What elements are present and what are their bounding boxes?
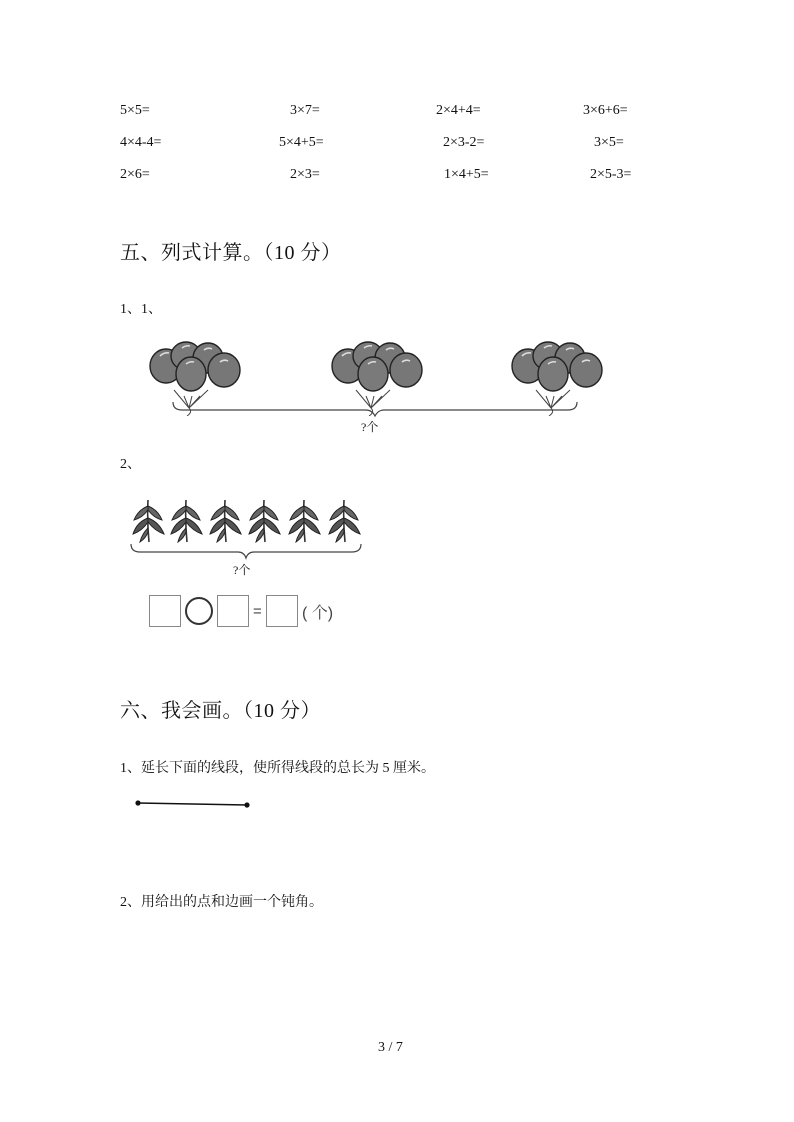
answer-box-2[interactable] [217,595,249,627]
calc-r3-c4: 2×5-3= [590,167,632,182]
plant-6 [329,500,360,542]
calc-r2-c2: 5×4+5= [279,135,324,150]
equals-sign: = [253,603,262,620]
calc-r3-c1: 2×6= [120,167,150,182]
plant-brace-label: ?个 [233,563,251,577]
section5-q2-label: 2、 [120,457,141,472]
section6-q2-text: 2、用给出的点和边画一个钝角。 [120,895,323,910]
calc-r1-c3: 2×4+4= [436,103,481,118]
calc-r1-c4: 3×6+6= [583,103,628,118]
answer-box-1[interactable] [149,595,181,627]
section5-heading: 五、列式计算。（10 分） [120,242,342,264]
plant-illustration [128,498,368,544]
balloon-brace-label: ?个 [361,420,379,434]
section5-q1-label: 1、1、 [120,302,162,317]
plant-2 [171,500,202,542]
plant-1 [133,500,164,542]
unit-label: ( 个) [302,605,334,622]
plant-3 [210,500,241,542]
calc-r2-c3: 2×3-2= [443,135,485,150]
calc-r2-c1: 4×4-4= [120,135,162,150]
balloon-brace [170,400,580,418]
answer-box-3[interactable] [266,595,298,627]
operator-circle[interactable] [185,597,213,625]
segment-start-point [135,800,140,805]
plant-4 [249,500,280,542]
calc-r1-c1: 5×5= [120,103,150,118]
line-segment [130,797,256,811]
calc-r3-c3: 1×4+5= [444,167,489,182]
plant-brace [128,542,364,560]
calc-r2-c4: 3×5= [594,135,624,150]
calc-r3-c2: 2×3= [290,167,320,182]
page-number: 3 / 7 [378,1040,403,1055]
plant-5 [289,500,320,542]
segment-end-point [244,802,249,807]
section6-heading: 六、我会画。（10 分） [120,700,321,722]
calc-r1-c2: 3×7= [290,103,320,118]
section6-q1-text: 1、延长下面的线段，使所得线段的总长为 5 厘米。 [120,761,435,776]
